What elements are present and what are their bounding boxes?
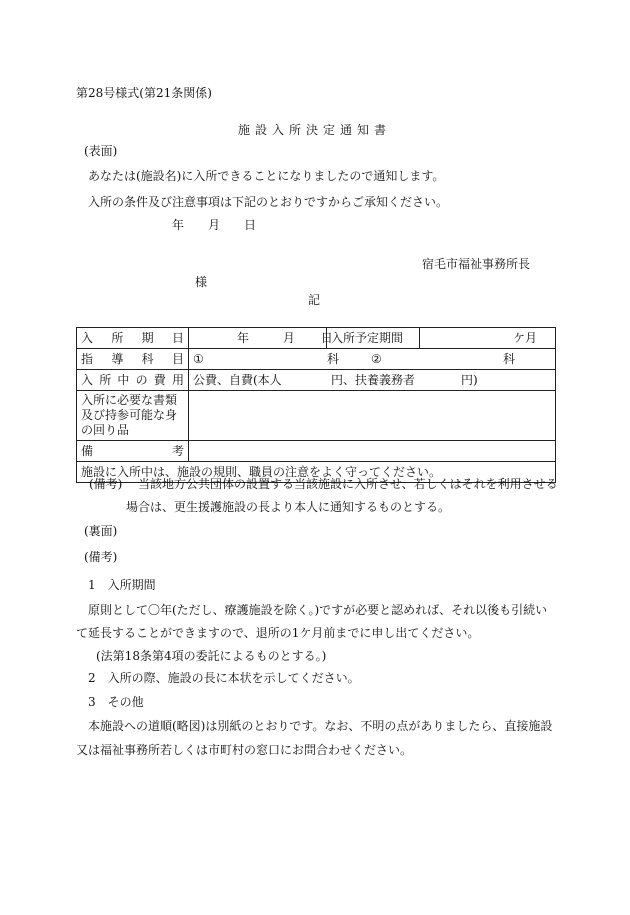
label-char: 用 bbox=[171, 373, 184, 387]
item-2: 2 入所の際、施設の長に本状を示してください。 bbox=[88, 671, 360, 685]
remarks-back-label: (備考) bbox=[84, 550, 118, 564]
label-char: 費 bbox=[153, 373, 166, 387]
remarks-front-line-1: 当該地方公共団体の設置する当該施設に入所させ、若しくはそれを利用させる bbox=[138, 477, 558, 491]
label-char: 指 bbox=[81, 352, 94, 366]
label-char: 導 bbox=[111, 352, 124, 366]
cost-suffix: 円) bbox=[461, 373, 478, 387]
remarks-front-label: (備考) bbox=[89, 477, 123, 491]
guidance-subject-label bbox=[77, 349, 189, 370]
period-unit: ケ月 bbox=[420, 328, 556, 349]
label-char: 入 bbox=[81, 373, 94, 387]
item-1-line-2: て延長することができますので、退所の1ケ月前までに申し出てください。 bbox=[76, 626, 480, 640]
table-row-costs bbox=[77, 370, 556, 391]
table-row-guidance-subject bbox=[77, 349, 556, 370]
remarks-label-text bbox=[81, 445, 184, 457]
costs-label-text bbox=[81, 374, 184, 386]
label-char: 考 bbox=[171, 444, 184, 458]
costs-label bbox=[77, 370, 189, 391]
details-table bbox=[76, 327, 556, 483]
form-number: 第28号様式(第21条関係) bbox=[76, 86, 212, 100]
admission-day: 日 bbox=[320, 331, 333, 345]
item-1-heading: 1 入所期間 bbox=[88, 578, 156, 592]
subject-ka-1: 科 bbox=[327, 352, 340, 366]
ki-heading: 記 bbox=[308, 293, 321, 307]
label-char: 備 bbox=[81, 444, 94, 458]
subject-mark-2: ② bbox=[371, 352, 382, 366]
remarks-label bbox=[77, 441, 189, 462]
table-row-belongings bbox=[77, 391, 556, 441]
item-1-line-3: (法第18条第4項の委託によるものとする。) bbox=[96, 649, 327, 663]
admission-date-cell bbox=[189, 328, 333, 349]
label-char: 目 bbox=[171, 352, 184, 366]
front-side-label: (表面) bbox=[84, 144, 118, 158]
addressee-suffix: 様 bbox=[195, 275, 208, 289]
guidance-subject-cell bbox=[189, 349, 556, 370]
date-day: 日 bbox=[244, 218, 257, 232]
remarks-front-line-2: 場合は、更生援護施設の長より本人に通知するものとする。 bbox=[126, 500, 451, 514]
date-year: 年 bbox=[172, 218, 185, 232]
back-side-label: (裏面) bbox=[84, 524, 118, 538]
label-char: 中 bbox=[117, 373, 130, 387]
label-char: 科 bbox=[141, 352, 154, 366]
cost-mid: 円、扶養義務者 bbox=[331, 373, 416, 387]
date-month: 月 bbox=[208, 218, 221, 232]
period-label: 入所予定期間 bbox=[327, 328, 420, 349]
belongings-label-line-2: 及び持参可能な身 bbox=[81, 408, 178, 422]
label-char: の bbox=[135, 373, 148, 387]
label-char: 日 bbox=[171, 331, 184, 345]
belongings-label-line-3: の回り品 bbox=[81, 423, 130, 437]
intro-line-2: 入所の条件及び注意事項は下記のとおりですからご承知ください。 bbox=[88, 195, 449, 209]
guidance-subject-label-text bbox=[81, 353, 184, 365]
notice-cell: 施設に入所中は、施設の規則、職員の注意をよく守ってください。 bbox=[77, 462, 556, 483]
item-3-heading: 3 その他 bbox=[88, 695, 144, 709]
belongings-label-line-1: 入所に必要な書類 bbox=[81, 393, 178, 407]
costs-cell bbox=[189, 370, 556, 391]
label-char: 期 bbox=[141, 331, 154, 345]
item-3-line-1: 本施設への道順(略図)は別紙のとおりです。なお、不明の点がありましたら、直接施設 bbox=[88, 719, 553, 733]
intro-line-1: あなたは(施設名)に入所できることになりましたので通知します。 bbox=[88, 169, 445, 183]
document-title: 施設入所決定通知書 bbox=[238, 123, 392, 137]
table-row-remarks bbox=[77, 441, 556, 462]
label-char: 入 bbox=[81, 331, 94, 345]
admission-year: 年 bbox=[237, 331, 250, 345]
admission-date-label bbox=[77, 328, 189, 349]
label-char: 所 bbox=[111, 331, 124, 345]
cost-prefix: 公費、自費(本人 bbox=[193, 373, 282, 387]
subject-ka-2: 科 bbox=[503, 352, 516, 366]
issuer-name: 宿毛市福祉事務所長 bbox=[422, 257, 531, 271]
item-1-line-1: 原則として〇年(ただし、療護施設を除く。)ですが必要と認めれば、それ以後も引続い bbox=[88, 603, 548, 617]
item-3-line-2: 又は福祉事務所若しくは市町村の窓口にお問合わせください。 bbox=[76, 743, 413, 757]
subject-mark-1: ① bbox=[193, 352, 204, 366]
table-row-admission-date bbox=[77, 328, 556, 349]
admission-month: 月 bbox=[282, 331, 295, 345]
belongings-cell bbox=[189, 391, 556, 441]
belongings-label bbox=[77, 391, 189, 441]
label-char: 所 bbox=[99, 373, 112, 387]
remarks-cell bbox=[189, 441, 556, 462]
admission-date-label-text bbox=[81, 332, 184, 344]
